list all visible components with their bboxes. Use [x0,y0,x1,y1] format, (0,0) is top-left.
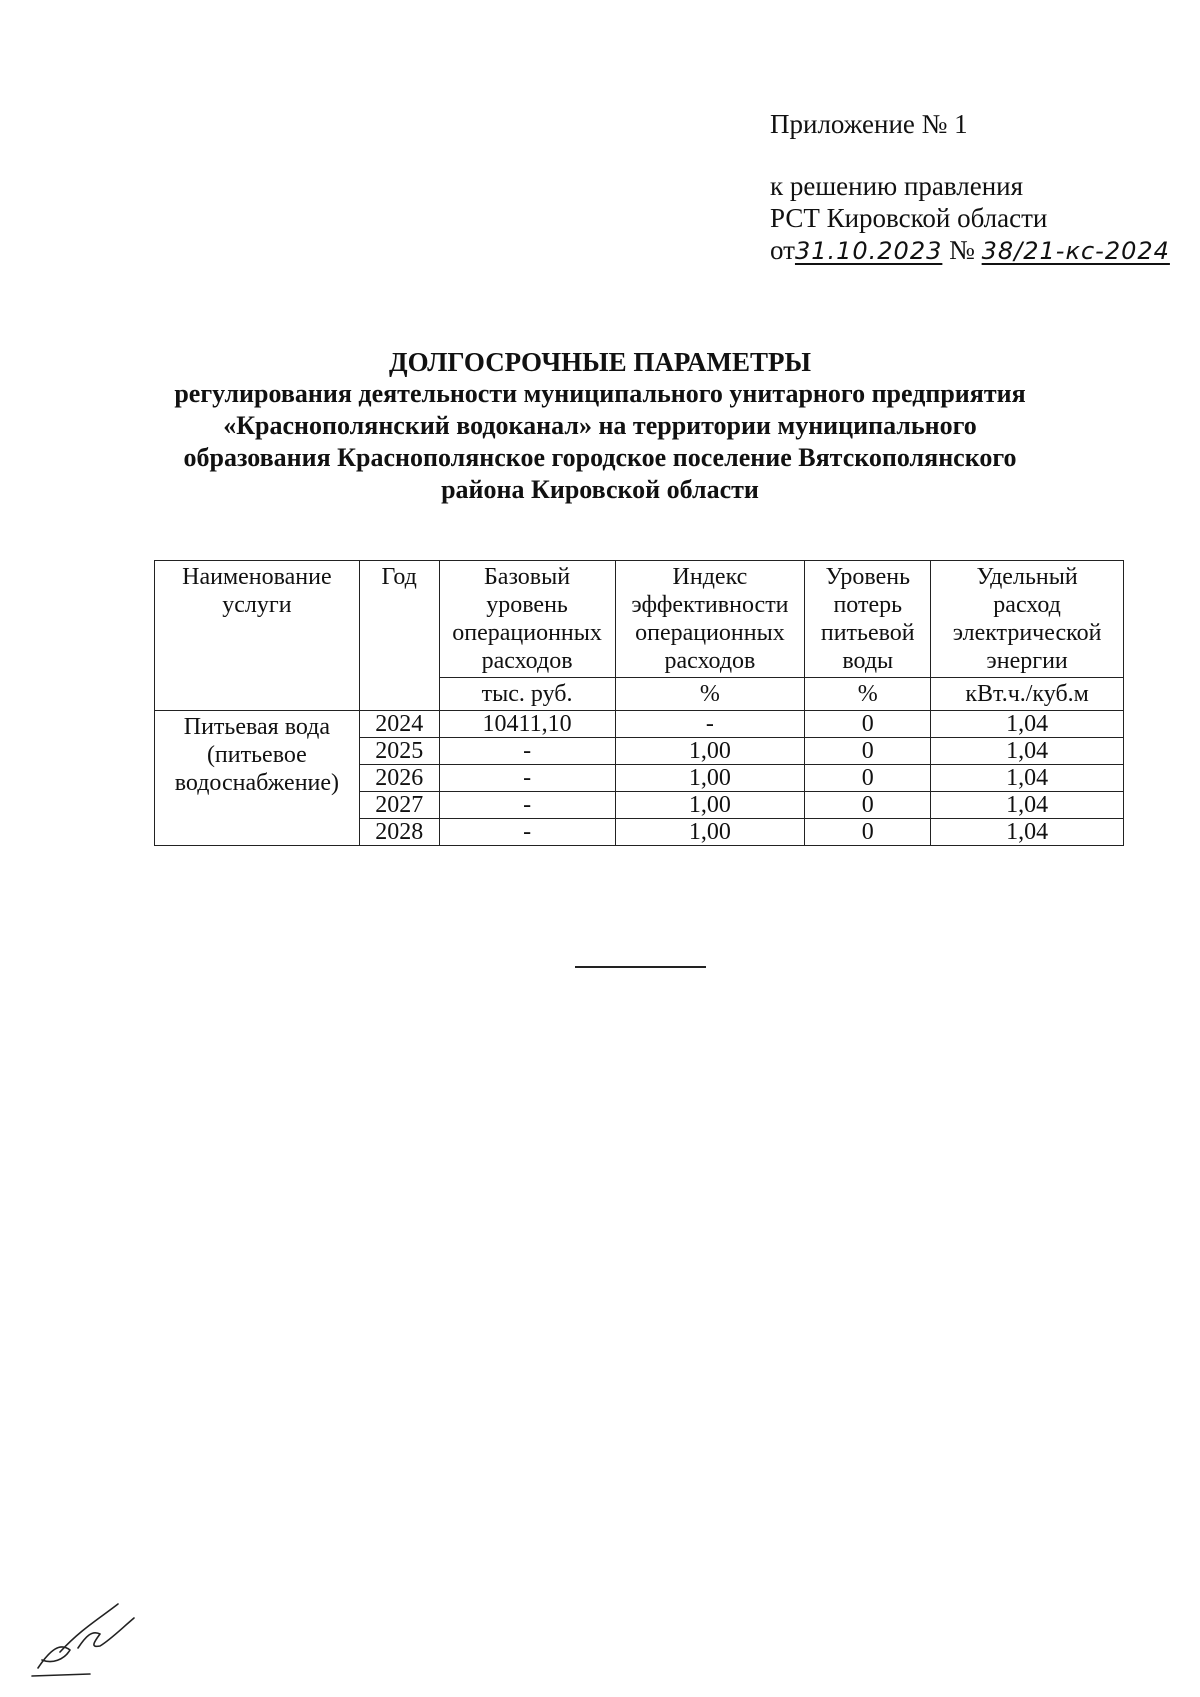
unit-loss-level: % [805,678,931,711]
header-year: Год [359,561,439,711]
base-level-cell: 10411,10 [439,711,615,738]
decision-line-1: к решению правления [770,171,1024,201]
table-row [155,711,1124,738]
header-base-level [439,561,615,678]
header-line: уровень [486,592,568,618]
handwritten-number: 38/21-кс-2024 [981,237,1170,265]
service-name-line: Питьевая вода [183,714,331,740]
base-level-cell: - [439,819,615,846]
header-line: операционных [635,620,785,646]
efficiency-index-cell: 1,00 [615,738,805,765]
header-line: питьевой [820,620,915,646]
year-cell: 2026 [359,765,439,792]
header-service [155,561,360,711]
date-prefix: от [770,235,795,265]
decision-date-number [770,234,1170,267]
efficiency-index-cell: 1,00 [615,792,805,819]
energy-cell: 1,04 [931,819,1124,846]
header-line: Удельный [976,564,1078,590]
header-line: расход [993,592,1061,618]
title-main: ДОЛГОСРОЧНЫЕ ПАРАМЕТРЫ [389,347,811,377]
header-line: электрической [952,620,1102,646]
year-cell: 2027 [359,792,439,819]
base-level-cell: - [439,792,615,819]
energy-cell: 1,04 [931,765,1124,792]
loss-level-cell: 0 [805,765,931,792]
title-line-3: образования Краснополянское городское поселение Вятскополянского [183,443,1017,472]
unit-efficiency-index: % [615,678,805,711]
unit-energy: кВт.ч./куб.м [931,678,1124,711]
service-name-cell [155,711,360,846]
table-header-row [155,561,1124,678]
header-line: расходов [481,648,573,674]
efficiency-index-cell: 1,00 [615,819,805,846]
unit-base-level: тыс. руб. [439,678,615,711]
header-loss-level [805,561,931,678]
header-line: потерь [833,592,903,618]
header-service-line: Наименование [182,564,332,590]
efficiency-index-cell: 1,00 [615,765,805,792]
handwritten-date: 31.10.2023 [794,237,943,265]
header-energy [931,561,1124,678]
document-title [0,346,1200,506]
end-separator-line [575,966,706,968]
number-prefix: № [949,235,975,265]
appendix-header [770,108,1170,267]
spacer [770,140,1170,170]
handwritten-signature [30,1590,140,1680]
header-line: операционных [452,620,602,646]
header-line: Базовый [484,564,571,590]
title-line-1: регулирования деятельности муниципального унитарного предприятия [174,379,1026,408]
title-line-4: района Кировской области [441,475,759,504]
base-level-cell: - [439,765,615,792]
service-name-line: водоснабжение) [174,770,340,796]
header-line: воды [842,648,894,674]
loss-level-cell: 0 [805,819,931,846]
base-level-cell: - [439,738,615,765]
appendix-label: Приложение № 1 [770,109,968,139]
header-efficiency-index [615,561,805,678]
header-service-line: услуги [222,592,292,618]
loss-level-cell: 0 [805,792,931,819]
year-cell: 2028 [359,819,439,846]
parameters-table [154,560,1124,846]
energy-cell: 1,04 [931,738,1124,765]
energy-cell: 1,04 [931,792,1124,819]
energy-cell: 1,04 [931,711,1124,738]
title-line-2: «Краснополянский водоканал» на территории муниципального [223,411,977,440]
year-cell: 2025 [359,738,439,765]
header-line: эффективности [631,592,789,618]
loss-level-cell: 0 [805,711,931,738]
service-name-line: (питьевое [206,742,307,768]
header-line: Уровень [825,564,911,590]
loss-level-cell: 0 [805,738,931,765]
year-cell: 2024 [359,711,439,738]
decision-line-2: РСТ Кировской области [770,203,1048,233]
efficiency-index-cell: - [615,711,805,738]
header-line: расходов [664,648,756,674]
header-line: Индекс [672,564,748,590]
header-line: энергии [986,648,1068,674]
